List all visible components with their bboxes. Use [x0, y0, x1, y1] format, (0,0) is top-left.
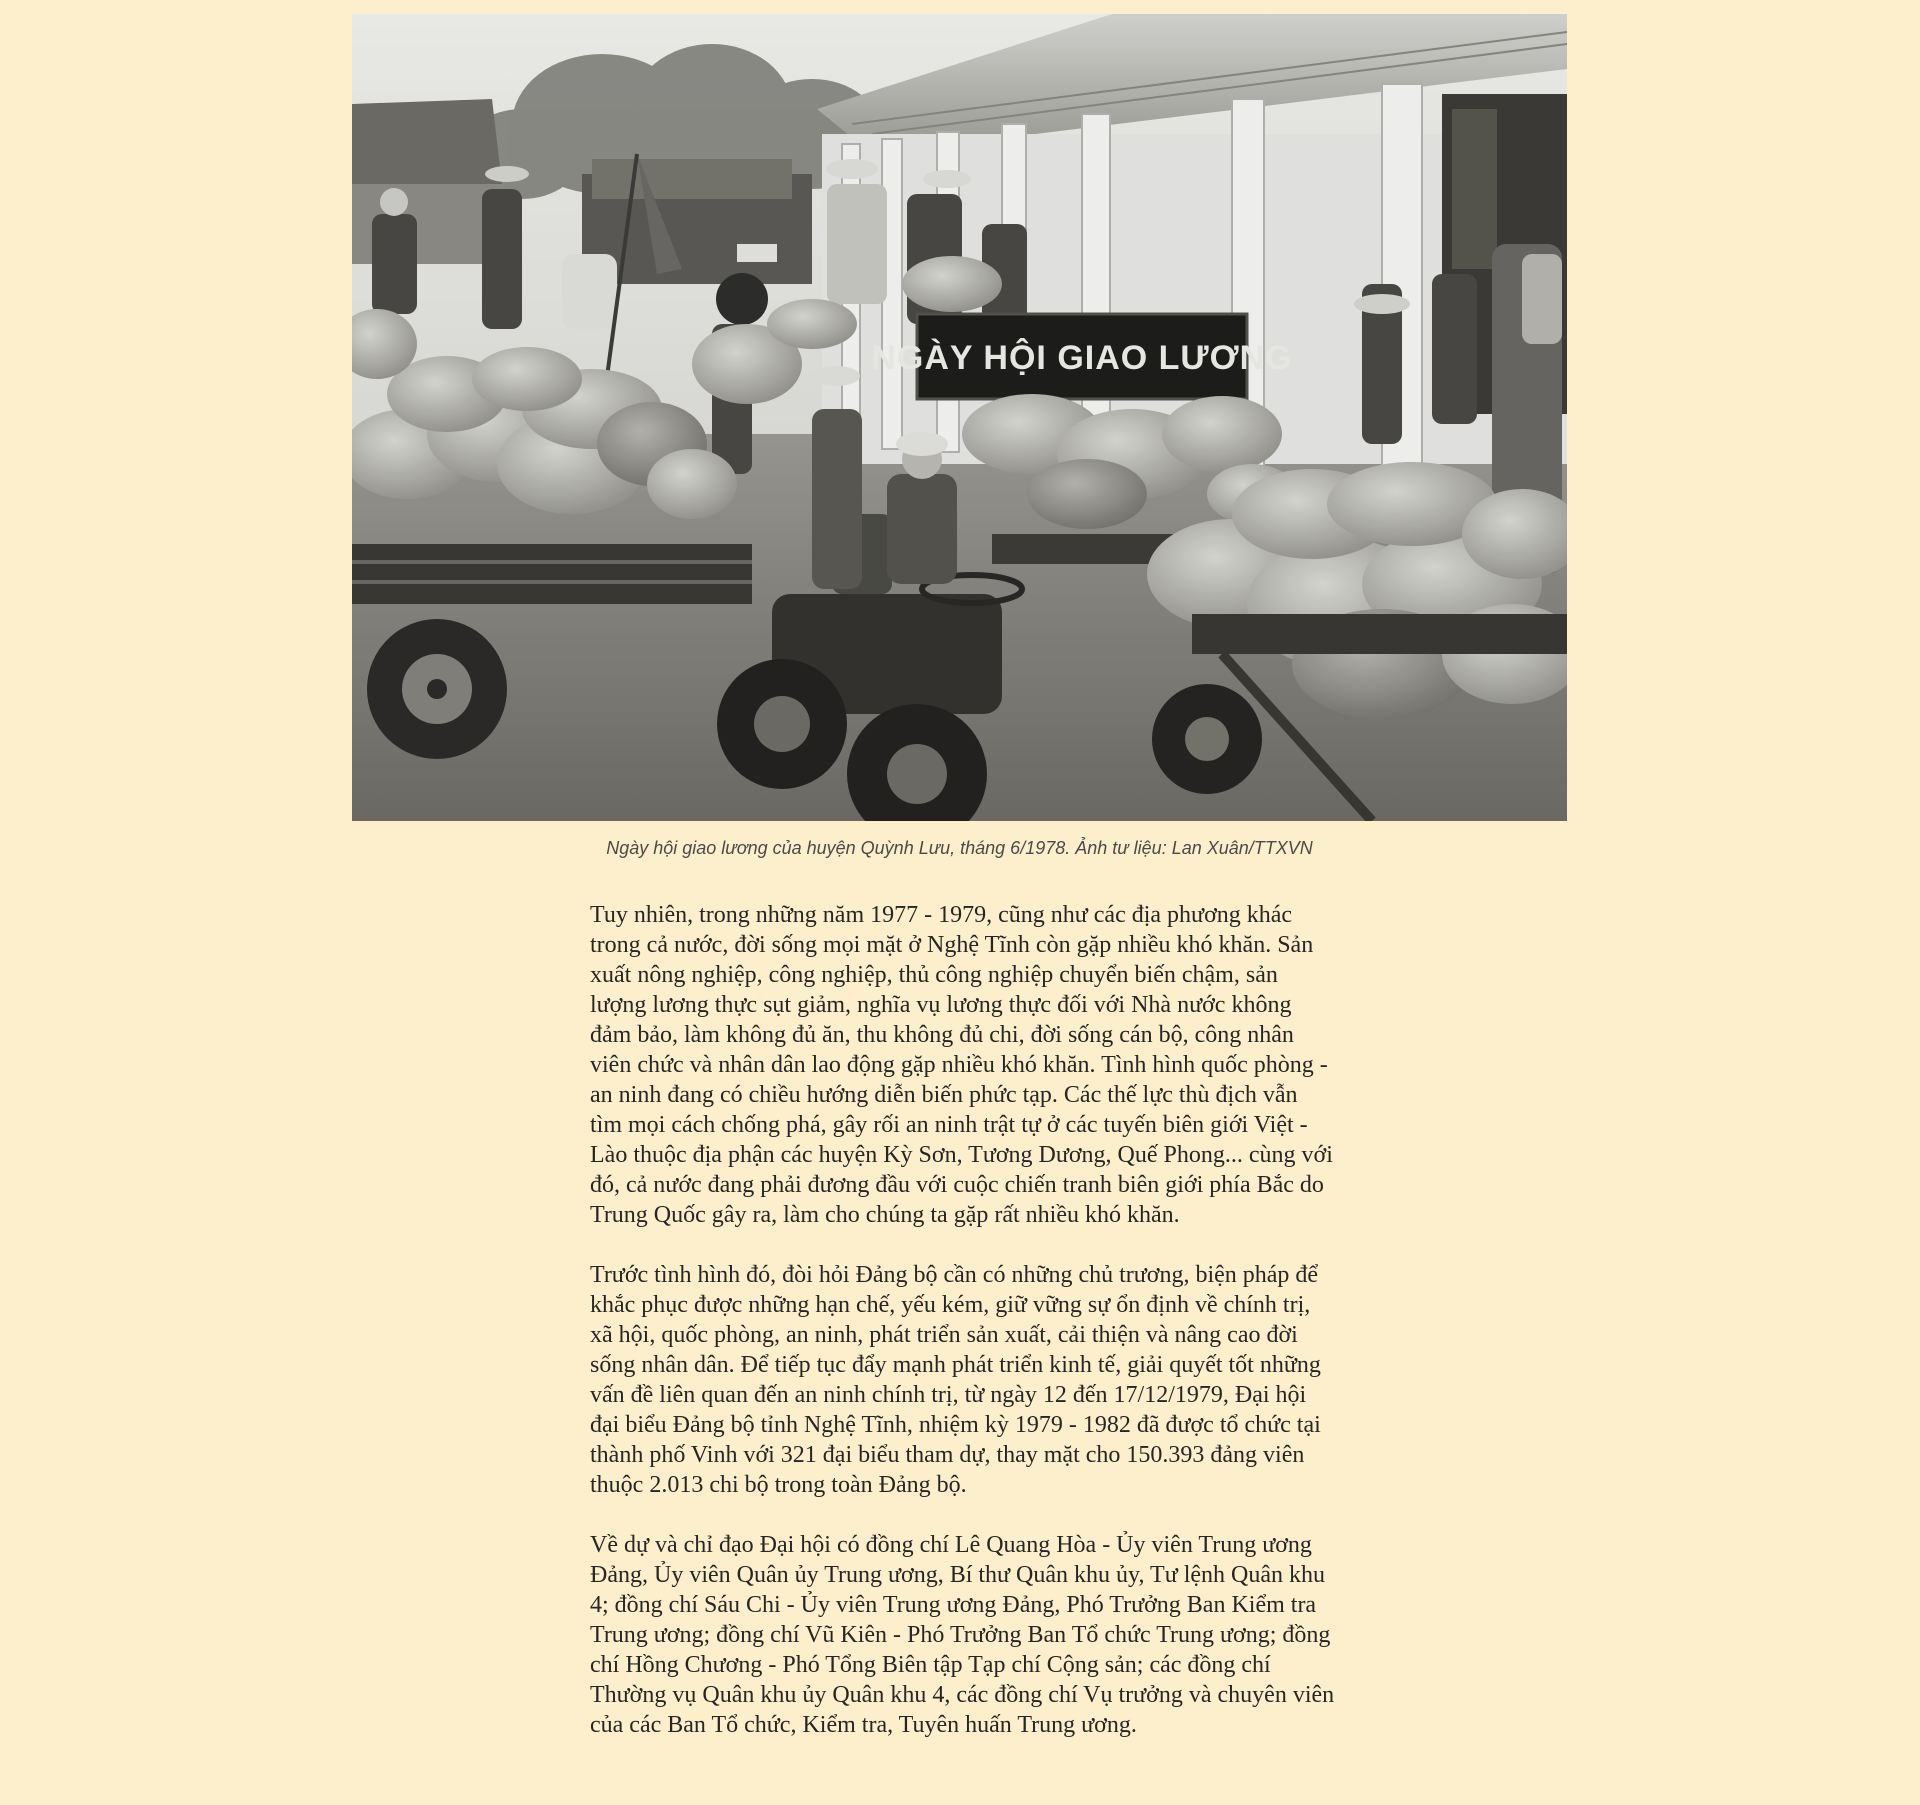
sign-text: NGÀY HỘI GIAO LƯƠNG [871, 339, 1293, 377]
rice-delivery-photo [352, 14, 1567, 821]
photo-caption: Ngày hội giao lương của huyện Quỳnh Lưu, tháng 6/1978. Ảnh tư liệu: Lan Xuân/TTXVN [606, 838, 1313, 858]
article-paragraph: Về dự và chỉ đạo Đại hội có đồng chí Lê Quang Hòa - Ủy viên Trung ương Đảng, Ủy viên Quân ủy Trung ương, Bí thư Quân khu ủy, Tư lệnh Quân khu 4; đồng chí Sáu Chi - Ủy viên Trung ương Đảng, Phó Trưởng Ban Kiểm tra Trung ương; đồng chí Vũ Kiên - Phó Trưởng Ban Tổ chức Trung ương; đồng chí Hồng Chương - Phó Tổng Biên tập Tạp chí Cộng sản; các đồng chí Thường vụ Quân khu ủy Quân khu 4, các đồng chí Vụ trưởng và chuyên viên của các Ban Tổ chức, Kiểm tra, Tuyên huấn Trung ương. [590, 1532, 1335, 1738]
article-body [590, 900, 1335, 1770]
article-paragraph: Tuy nhiên, trong những năm 1977 - 1979, cũng như các địa phương khác trong cả nước, đời sống mọi mặt ở Nghệ Tĩnh còn gặp nhiều khó khăn. Sản xuất nông nghiệp, công nghiệp, thủ công nghiệp chuyển biến chậm, sản lượng lương thực sụt giảm, nghĩa vụ lương thực đối với Nhà nước không đảm bảo, làm không đủ ăn, thu không đủ chi, đời sống cán bộ, công nhân viên chức và nhân dân lao động gặp nhiều khó khăn. Tình hình quốc phòng - an ninh đang có chiều hướng diễn biến phức tạp. Các thế lực thù địch vẫn tìm mọi cách chống phá, gây rối an ninh trật tự ở các tuyến biên giới Việt - Lào thuộc địa phận các huyện Kỳ Sơn, Tương Dương, Quế Phong... cùng với đó, cả nước đang phải đương đầu với cuộc chiến tranh biên giới phía Bắc do Trung Quốc gây ra, làm cho chúng ta gặp rất nhiều khó khăn. [590, 902, 1333, 1228]
article-paragraph: Trước tình hình đó, đòi hỏi Đảng bộ cần có những chủ trương, biện pháp để khắc phục được những hạn chế, yếu kém, giữ vững sự ổn định về chính trị, xã hội, quốc phòng, an ninh, phát triển sản xuất, cải thiện và nâng cao đời sống nhân dân. Để tiếp tục đẩy mạnh phát triển kinh tế, giải quyết tốt những vấn đề liên quan đến an ninh chính trị, từ ngày 12 đến 17/12/1979, Đại hội đại biểu Đảng bộ tỉnh Nghệ Tĩnh, nhiệm kỳ 1979 - 1982 đã được tổ chức tại thành phố Vinh với 321 đại biểu tham dự, thay mặt cho 150.393 đảng viên thuộc 2.013 chi bộ trong toàn Đảng bộ. [590, 1262, 1321, 1498]
article-photo [352, 14, 1567, 821]
